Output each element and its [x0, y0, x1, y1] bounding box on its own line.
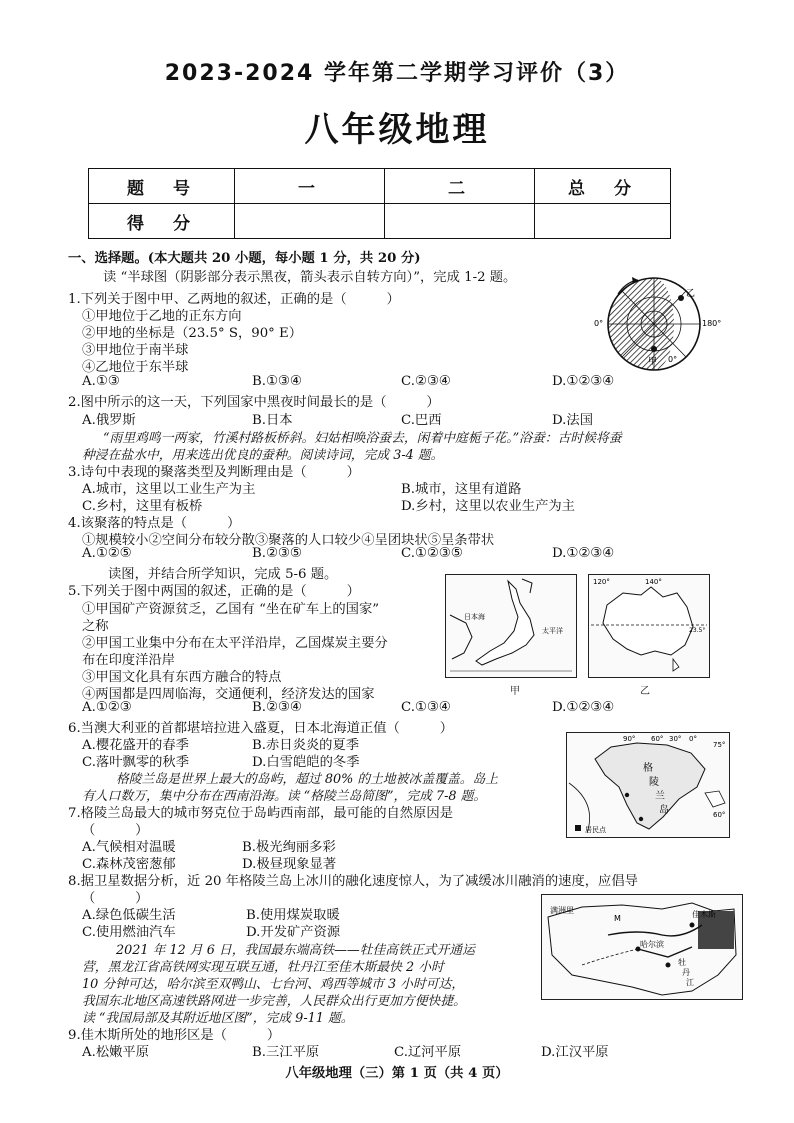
map-label: 岛 — [659, 805, 669, 816]
question-line: 8.据卫星数据分析，近 20 年格陵兰岛上冰川的融化速度惊人，为了减缓冰川融消的速度，应倡导 — [68, 874, 638, 889]
page-footer: 八年级地理（三）第 1 页（共 4 页） — [285, 1066, 509, 1081]
question-line: ④两国都是四周临海，交通便利，经济发达的国家 — [82, 687, 375, 702]
map-label: 140° — [645, 578, 662, 586]
question-line: 布在印度洋沿岸 — [82, 653, 176, 668]
map-label: 75° — [713, 741, 726, 749]
option-b[interactable]: B.城市，这里有道路 — [401, 482, 522, 497]
score-cell: 二 — [385, 169, 535, 204]
question-line: 6.当澳大利亚的首都堪培拉进入盛夏，日本北海道正值（ ） — [68, 721, 453, 736]
map-label: 格 — [643, 763, 653, 774]
option-d[interactable]: D.乡村，这里以农业生产为主 — [401, 499, 575, 514]
option-d[interactable]: D.江汉平原 — [541, 1045, 609, 1060]
option-c[interactable]: C.使用燃油汽车 — [82, 925, 176, 940]
question-line: ④乙地位于东半球 — [82, 360, 189, 375]
option-d[interactable]: D.①②③④ — [552, 700, 615, 715]
map-label: 哈尔滨 — [640, 940, 664, 949]
option-d[interactable]: D.①②③④ — [552, 374, 615, 389]
hemisphere-figure — [592, 276, 722, 376]
option-c[interactable]: C.②③④ — [401, 374, 451, 389]
section-heading: 一、选择题。(本大题共 20 小题，每小题 1 分，共 20 分) — [68, 251, 421, 266]
score-cell: 一 — [235, 169, 385, 204]
question-line: 之称 — [82, 619, 109, 634]
option-b[interactable]: B.①③④ — [252, 374, 302, 389]
map-label: 佳木斯 — [692, 910, 716, 919]
map-label: 60° — [713, 811, 726, 819]
score-cell: 得 分 — [89, 204, 235, 239]
map-label: 居民点 — [585, 826, 606, 834]
question-line: 3.诗句中表现的聚落类型及判断理由是（ ） — [68, 465, 360, 480]
map-label: 30° — [669, 735, 682, 743]
reading-text: 我国东北地区高速铁路网进一步完善，人民群众出行更加方便快捷。 — [82, 994, 466, 1009]
figure-label: 0° — [594, 319, 604, 328]
option-d[interactable]: D.白雪皑皑的冬季 — [252, 755, 360, 770]
option-a[interactable]: A.松嫩平原 — [82, 1045, 150, 1060]
option-a[interactable]: A.绿色低碳生活 — [82, 908, 176, 923]
map-label: 日本海 — [464, 613, 485, 621]
question-line: 2.图中所示的这一天，下列国家中黑夜时间最长的是（ ） — [68, 395, 440, 410]
option-b[interactable]: B.使用煤炭取暖 — [246, 908, 340, 923]
question-line: ③甲国文化具有东西方融合的特点 — [82, 670, 282, 685]
question-line: ②甲国工业集中分布在太平洋沿岸，乙国煤炭主要分 — [82, 636, 388, 651]
reading-text: 10 分钟可达，哈尔滨至双鸭山、七台河、鸡西等城市 3 小时可达， — [82, 977, 465, 992]
option-d[interactable]: D.开发矿产资源 — [246, 925, 341, 940]
question-line: （ ） — [82, 823, 149, 838]
map-label: 陵 — [649, 777, 659, 788]
question-line: ①甲地位于乙地的正东方向 — [82, 309, 242, 324]
reading-text: 有人口数万，集中分布在西南沿海。读 “格陵兰岛简图”，完成 7-8 题。 — [82, 789, 487, 804]
question-line: ①甲国矿产资源贫乏，乙国有 “坐在矿车上的国家” — [82, 602, 380, 617]
map-label: 23.5° — [689, 627, 706, 634]
reading-text: 读 “我国局部及其附近地区图”，完成 9-11 题。 — [82, 1011, 354, 1026]
option-c[interactable]: C.①③④ — [401, 700, 451, 715]
option-b[interactable]: B.②③④ — [252, 700, 302, 715]
score-input-cell[interactable] — [235, 204, 385, 239]
map-label: 丹 — [682, 968, 690, 977]
map-caption: 乙 — [640, 686, 650, 697]
option-c[interactable]: C.落叶飘零的秋季 — [82, 755, 190, 770]
option-b[interactable]: B.日本 — [252, 413, 293, 428]
map-caption: 甲 — [510, 686, 520, 697]
score-cell: 题 号 — [89, 169, 235, 204]
reading-text: 读图，并结合所学知识，完成 5-6 题。 — [108, 567, 338, 582]
map-label: 120° — [593, 578, 610, 586]
figure-label: 乙 — [686, 289, 696, 299]
option-d[interactable]: D.极昼现象显著 — [242, 857, 337, 872]
score-table — [88, 168, 671, 239]
score-input-cell[interactable] — [535, 204, 671, 239]
question-line: 1.下列关于图中甲、乙两地的叙述，正确的是（ ） — [68, 292, 400, 307]
map-label: 满洲里 — [550, 906, 574, 915]
option-b[interactable]: B.②③⑤ — [252, 546, 302, 561]
subject-title: 八年级地理 — [304, 110, 490, 150]
option-b[interactable]: B.极光绚丽多彩 — [242, 840, 336, 855]
reading-text: 格陵兰岛是世界上最大的岛屿，超过 80% 的土地被冰盖覆盖。岛上 — [116, 772, 499, 787]
option-c[interactable]: C.①②③⑤ — [401, 546, 463, 561]
option-a[interactable]: A.①②③ — [82, 700, 132, 715]
option-c[interactable]: C.巴西 — [401, 413, 442, 428]
option-a[interactable]: A.气候相对温暖 — [82, 840, 176, 855]
option-d[interactable]: D.法国 — [552, 413, 594, 428]
question-line: 9.佳木斯所处的地形区是（ ） — [68, 1028, 281, 1043]
option-a[interactable]: A.樱花盛开的春季 — [82, 738, 189, 753]
figure-label: 甲 — [648, 357, 658, 367]
figure-label: 180° — [702, 319, 722, 328]
question-line: （ ） — [82, 891, 149, 906]
question-line: ②甲地的坐标是（23.5° S，90° E） — [82, 326, 303, 341]
map-label: 60° — [651, 735, 664, 743]
option-a[interactable]: A.俄罗斯 — [82, 413, 136, 428]
option-b[interactable]: B.三江平原 — [252, 1045, 320, 1060]
score-input-cell[interactable] — [385, 204, 535, 239]
map-label: 牡 — [678, 958, 686, 967]
question-line: 7.格陵兰岛最大的城市努克位于岛屿西南部，最可能的自然原因是 — [68, 806, 453, 821]
map-label: 江 — [686, 978, 694, 987]
section-intro: 读 “半球图（阴影部分表示黑夜，箭头表示自转方向）”，完成 1-2 题。 — [103, 270, 517, 285]
reading-text: “雨里鸡鸣一两家，竹溪村路板桥斜。妇姑相唤浴蚕去，闲着中庭栀子花。”浴蚕：古时候将蚕 — [103, 431, 622, 446]
map-yi — [588, 574, 710, 678]
question-line: 5.下列关于图中两国的叙述，正确的是（ ） — [68, 584, 360, 599]
map-label: M — [614, 914, 621, 923]
option-a[interactable]: A.①③ — [82, 374, 120, 389]
greenland-map — [566, 732, 730, 838]
option-a[interactable]: A.城市，这里以工业生产为主 — [82, 482, 256, 497]
map-jia — [445, 574, 577, 678]
map-label: 兰 — [655, 791, 665, 802]
reading-text: 营，黑龙江省高铁网实现互联互通，牡丹江至佳木斯最快 2 小时 — [82, 960, 444, 975]
reading-text: 种浸在盐水中，用来选出优良的蚕种。阅读诗词，完成 3-4 题。 — [82, 448, 444, 463]
option-a[interactable]: A.①②⑤ — [82, 546, 132, 561]
question-line: ①规模较小②空间分布较分散③聚落的人口较少④呈团块状⑤呈条带状 — [82, 533, 495, 548]
score-table-header-row — [89, 169, 671, 204]
score-cell: 总 分 — [535, 169, 671, 204]
china-map — [541, 894, 743, 1000]
option-c[interactable]: C.森林茂密葱郁 — [82, 857, 176, 872]
exam-title: 2023-2024 学年第二学期学习评价（3） — [164, 61, 630, 86]
reading-text: 2021 年 12 月 6 日，我国最东端高铁——牡佳高铁正式开通运 — [116, 943, 475, 958]
score-table-score-row — [89, 204, 671, 239]
option-b[interactable]: B.赤日炎炎的夏季 — [252, 738, 360, 753]
question-line: 4.该聚落的特点是（ ） — [68, 516, 241, 531]
map-label: 90° — [623, 735, 636, 743]
map-label: 太平洋 — [542, 627, 563, 635]
option-c[interactable]: C.辽河平原 — [394, 1045, 462, 1060]
option-d[interactable]: D.①②③④ — [552, 546, 615, 561]
option-c[interactable]: C.乡村，这里有板桥 — [82, 499, 203, 514]
figure-label: 0° — [668, 355, 678, 364]
question-line: ③甲地位于南半球 — [82, 343, 189, 358]
map-label: 0° — [689, 735, 697, 743]
